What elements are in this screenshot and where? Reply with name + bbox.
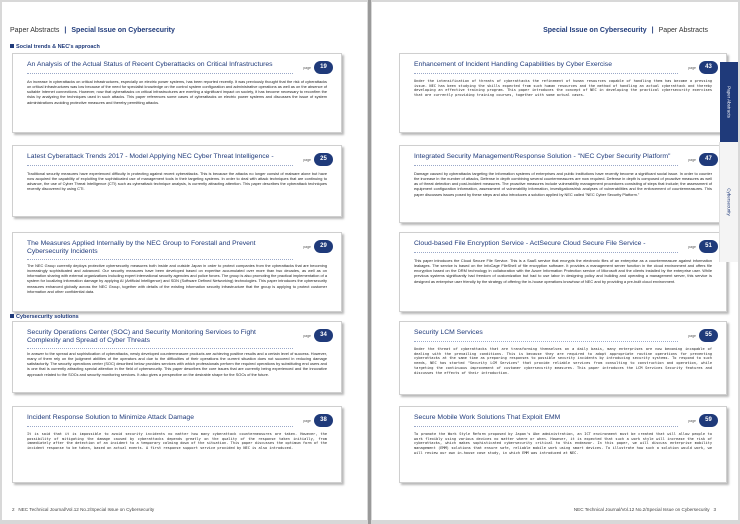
card-abstract: To promote the Work Style Reform proposed by Japan's Abe administration, an ICT environment must be created that will allow people to work flexibly using various devices no matter where or when. However, it is expected that such a work style will increase the risk of cyberattacks, which makes sophisticated cybersecurity critical to this endeavor. In this paper, we will discuss enterprise mobility management (EMM) solutions that ensure safe, reliable mobile work using smart devices. To illustrate how such a solution would work, we will review our own in-house case study, in which EMM was introduced at NEC. (414, 432, 712, 455)
abstract-card[interactable] (12, 145, 342, 217)
title-divider (414, 73, 678, 74)
right-footer (574, 507, 716, 512)
title-divider (27, 73, 293, 74)
abstract-card[interactable] (399, 232, 727, 312)
title-divider (414, 165, 678, 166)
page-label: page (303, 245, 311, 249)
card-abstract: Traditional security measures have experienced difficulty in protecting against recent cyberattacks. This is because the attacks no longer consist of malware alone but have now acquired the capability of exploiting the sophisticated use of management tools in their targeting systems. In order to deal with attack techniques that are continuing to advance, the use of Cyber Threat Intelligence (CTI) such as cyberattack technique analysis, is currently attracting attention. This paper describes the cyberattack techniques recently discovered by using CTI. (27, 171, 327, 192)
page-number-badge[interactable]: 25 (314, 153, 333, 166)
book-spine (368, 0, 371, 524)
title-divider (27, 426, 293, 427)
title-divider (414, 252, 678, 253)
section-solutions: Cybersecurity solutions (10, 314, 79, 320)
page-label: page (303, 419, 311, 423)
card-abstract: Under the threat of cyberattacks that are transforming themselves on a daily basis, many enterprises are now becoming incapable of dealing with the prevailing conditions. This is because they are required to adopt appropriate routine operations for preventing cyberattacks at the same time as preparing responses to possible security incidents by introducing security systems. To respond to such needs, NEC has started "Security LCM Services" that provide reliable services from consulting to construction and operation, while targeting the continuous improvement of customer cybersecurity measures. This paper introduces the LCM Services Security features and discusses the effects of their introduction. (414, 347, 712, 375)
card-abstract: The NEC Group currently deploys protective cybersecurity measures both inside and outside Japan in order to protect companies from the cyberattacks that are becoming increasingly sophisticated and advanced. Our security measures have been developed based on expertise accumulated over more than two decades, as well as on information sharing with external organizations including expert international security agencies and police forces. The group is also promoting the practical implementation of a system for localizing information damage by applying AI (Artificial Intelligence) and SDN (Software Defined Networking) technologies. This paper introduces the cybersecurity measures enhanced globally across the NEC Group, together with details of the existing information security infrastructure that the group is applying to protect customer information and other confidential data. (27, 263, 327, 294)
page-number-badge[interactable]: 51 (699, 240, 718, 253)
page-number-badge[interactable]: 59 (699, 414, 718, 427)
abstract-card[interactable] (12, 321, 342, 393)
card-title[interactable]: Cloud-based File Encryption Service - ActSecure Cloud Secure File Service - (414, 240, 646, 247)
card-abstract: Under the intensification of threats of cyberattacks the refinement of human resources capable of handling them has become a pressing issue. NEC has been studying the skills expected from such human resources and the method of handling an actual cyberattack and thereby developing an effective training program. This paper introduces the concept of NEC in developing the practical cybersecurity exercises that are currently providing training courses, together with some actual cases. (414, 79, 712, 98)
header-issue: Special Issue on Cybersecurity (71, 27, 175, 34)
abstract-card[interactable] (399, 321, 727, 395)
footer-journal: NEC Technical Journal/Vol.12 No.2/Special Issue on Cybersecurity (18, 507, 155, 512)
title-divider (27, 165, 293, 166)
card-title[interactable]: Latest Cyberattack Trends 2017 - Model Applying NEC Cyber Threat Intelligence - (27, 153, 274, 160)
header-label: Paper Abstracts (10, 27, 60, 34)
page-number-badge[interactable]: 34 (314, 329, 333, 342)
header-issue: Special Issue on Cybersecurity (543, 27, 647, 34)
page-number-badge[interactable]: 38 (314, 414, 333, 427)
card-title[interactable]: An Analysis of the Actual Status of Recent Cyberattacks on Critical Infrastructures (27, 61, 273, 68)
card-title[interactable]: The Measures Applied Internally by the NEC Group to Forestall and Prevent Cybersecurity Incidents (27, 240, 256, 255)
page-label: page (303, 158, 311, 162)
page-number-badge[interactable]: 19 (314, 61, 333, 74)
page-label: page (688, 66, 696, 70)
footer-page-number: 3 (713, 507, 716, 512)
card-abstract: It is said that it is impossible to avoid security incidents no matter how many cyberattack countermeasures are taken. However, the possibility of mitigating the damage caused by cyberattacks depends greatly on the quality of the response taken initially, from immediately after the detection of an incident to a temporary calming down of the situation. This paper discusses the optimum form of the incident response to be taken, based on actual events. A first response support service provided by NEC is also introduced. (27, 432, 327, 451)
page-number-badge[interactable]: 55 (699, 329, 718, 342)
left-header: Paper Abstracts | Special Issue on Cybersecurity (10, 27, 175, 34)
title-divider (27, 348, 293, 349)
abstract-card[interactable] (399, 406, 727, 483)
abstract-card[interactable] (12, 406, 342, 483)
section-square-icon (10, 44, 14, 48)
card-abstract: Damage caused by cyberattacks targeting the information systems of enterprises and public institutions have recently become a significant social issue. In order to counter the increase in the number of attacks, Defense in depth combining several countermeasures are now required. Defense in depth is composed of proactive measures as well as of threat detection and post-incident measures. The proactive measures include vulnerability management procedures consisting of steps that include; the assessment of equipment configuration information, assessment of vulnerability information, investigations/risk analyses of vulnerabilities and the enforcement of countermeasures. This paper discusses issues posed by these steps and also introduces a solution applied by NEC called "NEC Cyber Security Platform." (414, 171, 712, 197)
card-abstract: In answer to the spread and sophistication of cyberattacks, newly developed countermeasure products are achieving positive results and a certain level of success. However, many of them rely on the judgment abilities of the operators and due to the difficulties of their operations the current situation does not succeed in reducing damage satisfactorily. The security operations center (SOC) described below provides services with which professionals perform the required operations by substituting end users and is one that is currently attracting special attention in the field of cybersecurity. This paper describes the core issues that are currently being experienced and the innovative approach related to the SOCs and security monitoring services. It also gives a perspective on the desirable shape for the SOCs of the future. (27, 351, 327, 377)
page-label: page (303, 334, 311, 338)
page-number-badge[interactable]: 29 (314, 240, 333, 253)
abstract-card[interactable] (399, 53, 727, 133)
abstract-card[interactable] (399, 145, 727, 223)
page-label: page (688, 158, 696, 162)
header-label: Paper Abstracts (658, 27, 708, 34)
right-header: Special Issue on Cybersecurity | Paper Abstracts (543, 27, 708, 34)
card-abstract: An increase in cyberattacks on critical infrastructures, especially on electric power systems, has been reported recently. It was previously thought that the risk of cyberattacks on critical infrastructures was low because of the need for specialist knowledge on the control system configuration and administrative operations as well as on the absence of suitable Internet connections. However, now that cyberattacks on critical infrastructures are exerting a significant impact on society, it has become necessary to reconfirm the risks by analyzing the techniques used in such attacks. This paper references some cases of cyberattacks on electric power systems and discusses the issue of system administrations avoiding protective measures and thereby permitting attacks. (27, 79, 327, 105)
card-title[interactable]: Enhancement of Incident Handling Capabilities by Cyber Exercise (414, 61, 612, 68)
right-page (372, 2, 738, 520)
left-footer (12, 507, 154, 512)
footer-page-number: 2 (12, 507, 15, 512)
side-tab-paper-abstracts[interactable]: Paper Abstracts (720, 62, 738, 142)
card-title[interactable]: Secure Mobile Work Solutions That Exploit EMM (414, 414, 561, 421)
card-title[interactable]: Security Operations Center (SOC) and Security Monitoring Services to Fight Complexity and Spread of Cyber Threats (27, 329, 256, 344)
page-label: page (688, 245, 696, 249)
card-title[interactable]: Incident Response Solution to Minimize Attack Damage (27, 414, 194, 421)
left-page (2, 2, 367, 520)
side-tab-cybersecurity[interactable]: Cybersecurity (719, 142, 738, 262)
page-number-badge[interactable]: 43 (699, 61, 718, 74)
card-abstract: This paper introduces the Cloud Secure File Service. This is a SaaS service that encrypts the electronic files of an enterprise as a countermeasure against information leakages. The service is based on the InfoCage FileShell of file encryption software. It provides a management server function in the cloud environment and offers file encryption based on the DRM technology in collaboration with the Azure Information Protection service of Microsoft and the clients installed by the enterprise user. While previous systems significantly had freedom of customization but had to use labor in designing policy and building and operating a management server, this service is designed as enterprise user friendly by the strategy of offering the in-house operations knowhow of NEC and by providing a pre-built cloud environment. (414, 258, 712, 284)
title-divider (27, 259, 293, 260)
page-label: page (688, 419, 696, 423)
title-divider (414, 341, 678, 342)
page-label: page (303, 66, 311, 70)
footer-journal: NEC Technical Journal/Vol.12 No.2/Special Issue on Cybersecurity (573, 507, 710, 512)
abstract-card[interactable] (12, 53, 342, 133)
card-title[interactable]: Security LCM Services (414, 329, 483, 336)
card-title[interactable]: Integrated Security Management/Response Solution - "NEC Cyber Security Platform" (414, 153, 671, 160)
abstract-card[interactable] (12, 232, 342, 312)
page-number-badge[interactable]: 47 (699, 153, 718, 166)
page-label: page (688, 334, 696, 338)
section-trends: Social trends & NEC's approach (10, 44, 100, 50)
section-square-icon (10, 314, 14, 318)
title-divider (414, 426, 678, 427)
